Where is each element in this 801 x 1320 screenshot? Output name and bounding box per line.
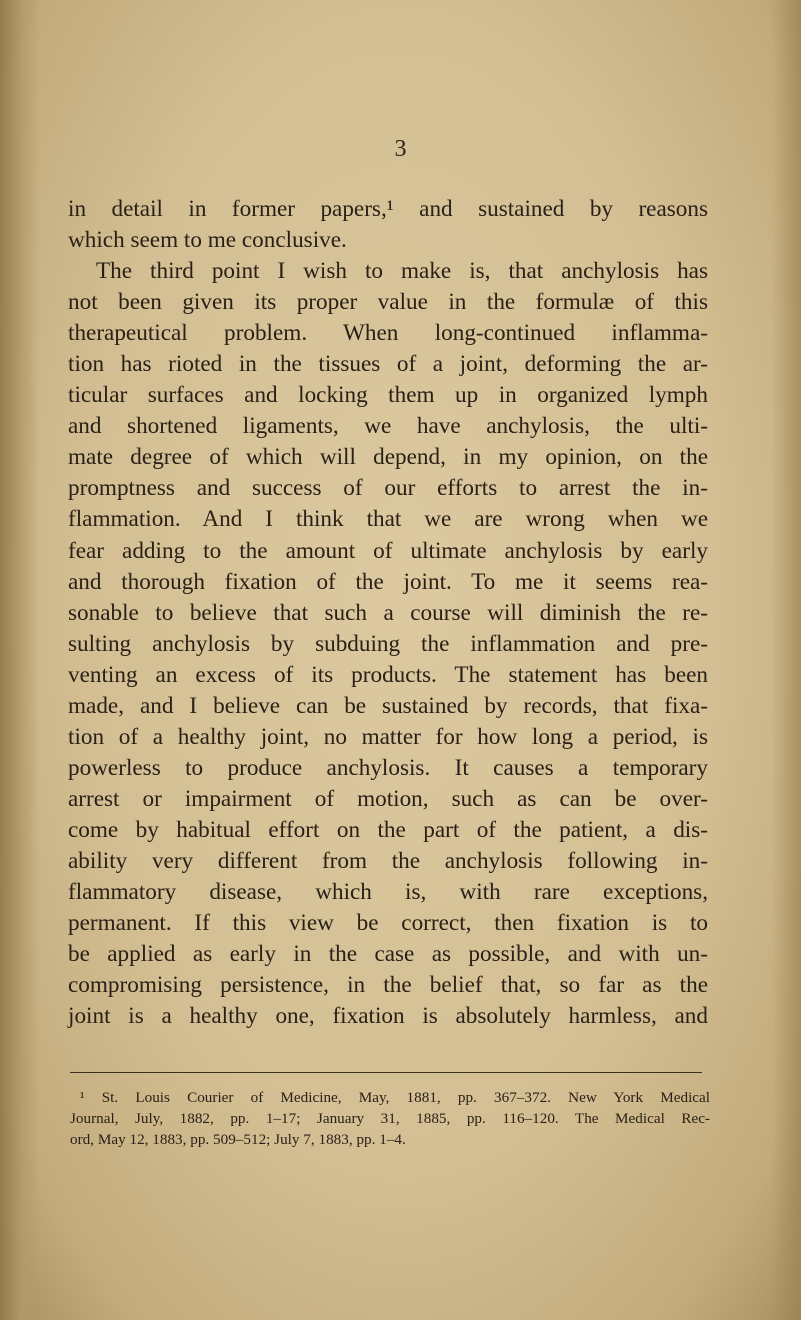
text-line: venting an excess of its products. The statement has been [68,661,708,688]
footnote-divider [70,1072,702,1073]
text-line: mate degree of which will depend, in my opinion, on the [68,444,708,471]
text-line: powerless to produce anchylosis. It causes a temporary [68,754,708,781]
text-line: arrest or impairment of motion, such as can be over- [68,785,708,812]
text-line: ability very different from the anchylosis following in- [68,847,708,874]
text-line: flammation. And I think that we are wrong when we [68,506,708,533]
text-line: tion of a healthy joint, no matter for how long a period, is [68,723,708,750]
text-line: which seem to me conclusive. [68,227,347,254]
text-line: compromising persistence, in the belief that, so far as the [68,972,708,999]
text-line: tion has rioted in the tissues of a joint, deforming the ar- [68,351,708,378]
page-edge-shadow-left [0,0,40,1320]
text-line: in detail in former papers,¹ and sustained by reasons [68,196,708,222]
text-line: promptness and success of our efforts to arrest the in- [68,475,708,502]
text-line: sulting anchylosis by subduing the inflammation and pre- [68,630,708,657]
text-line: and thorough fixation of the joint. To me it seems rea- [68,568,708,595]
text-line: not been given its proper value in the formulæ of this [68,289,708,316]
footnote-line: ord, May 12, 1883, pp. 509–512; July 7, 1883, pp. 1–4. [70,1131,406,1148]
page-number: 3 [394,136,407,162]
body-text [68,194,708,1032]
text-line: come by habitual effort on the part of the patient, a dis- [68,816,708,843]
footnote-line: Journal, July, 1882, pp. 1–17; January 31, 1885, pp. 116–120. The Medical Rec- [70,1110,710,1127]
text-line: fear adding to the amount of ultimate anchylosis by early [68,537,708,564]
text-line: and shortened ligaments, we have anchylosis, the ulti- [68,413,708,440]
footnote [70,1087,710,1150]
text-line: ticular surfaces and locking them up in organized lymph [68,382,708,409]
footnote-line: ¹ St. Louis Courier of Medicine, May, 1881, pp. 367–372. New York Medical [80,1089,710,1106]
page-edge-shadow-right [771,0,801,1320]
text-line: permanent. If this view be correct, then fixation is to [68,910,708,937]
text-line: flammatory disease, which is, with rare exceptions, [68,879,708,906]
text-line: The third point I wish to make is, that anchylosis has [96,258,708,285]
text-line: joint is a healthy one, fixation is absolutely harmless, and [68,1003,708,1030]
text-line: be applied as early in the case as possible, and with un- [68,941,708,968]
text-line: made, and I believe can be sustained by records, that fixa- [68,692,708,719]
text-line: therapeutical problem. When long-continued inflamma- [68,320,708,347]
text-line: sonable to believe that such a course will diminish the re- [68,599,708,626]
